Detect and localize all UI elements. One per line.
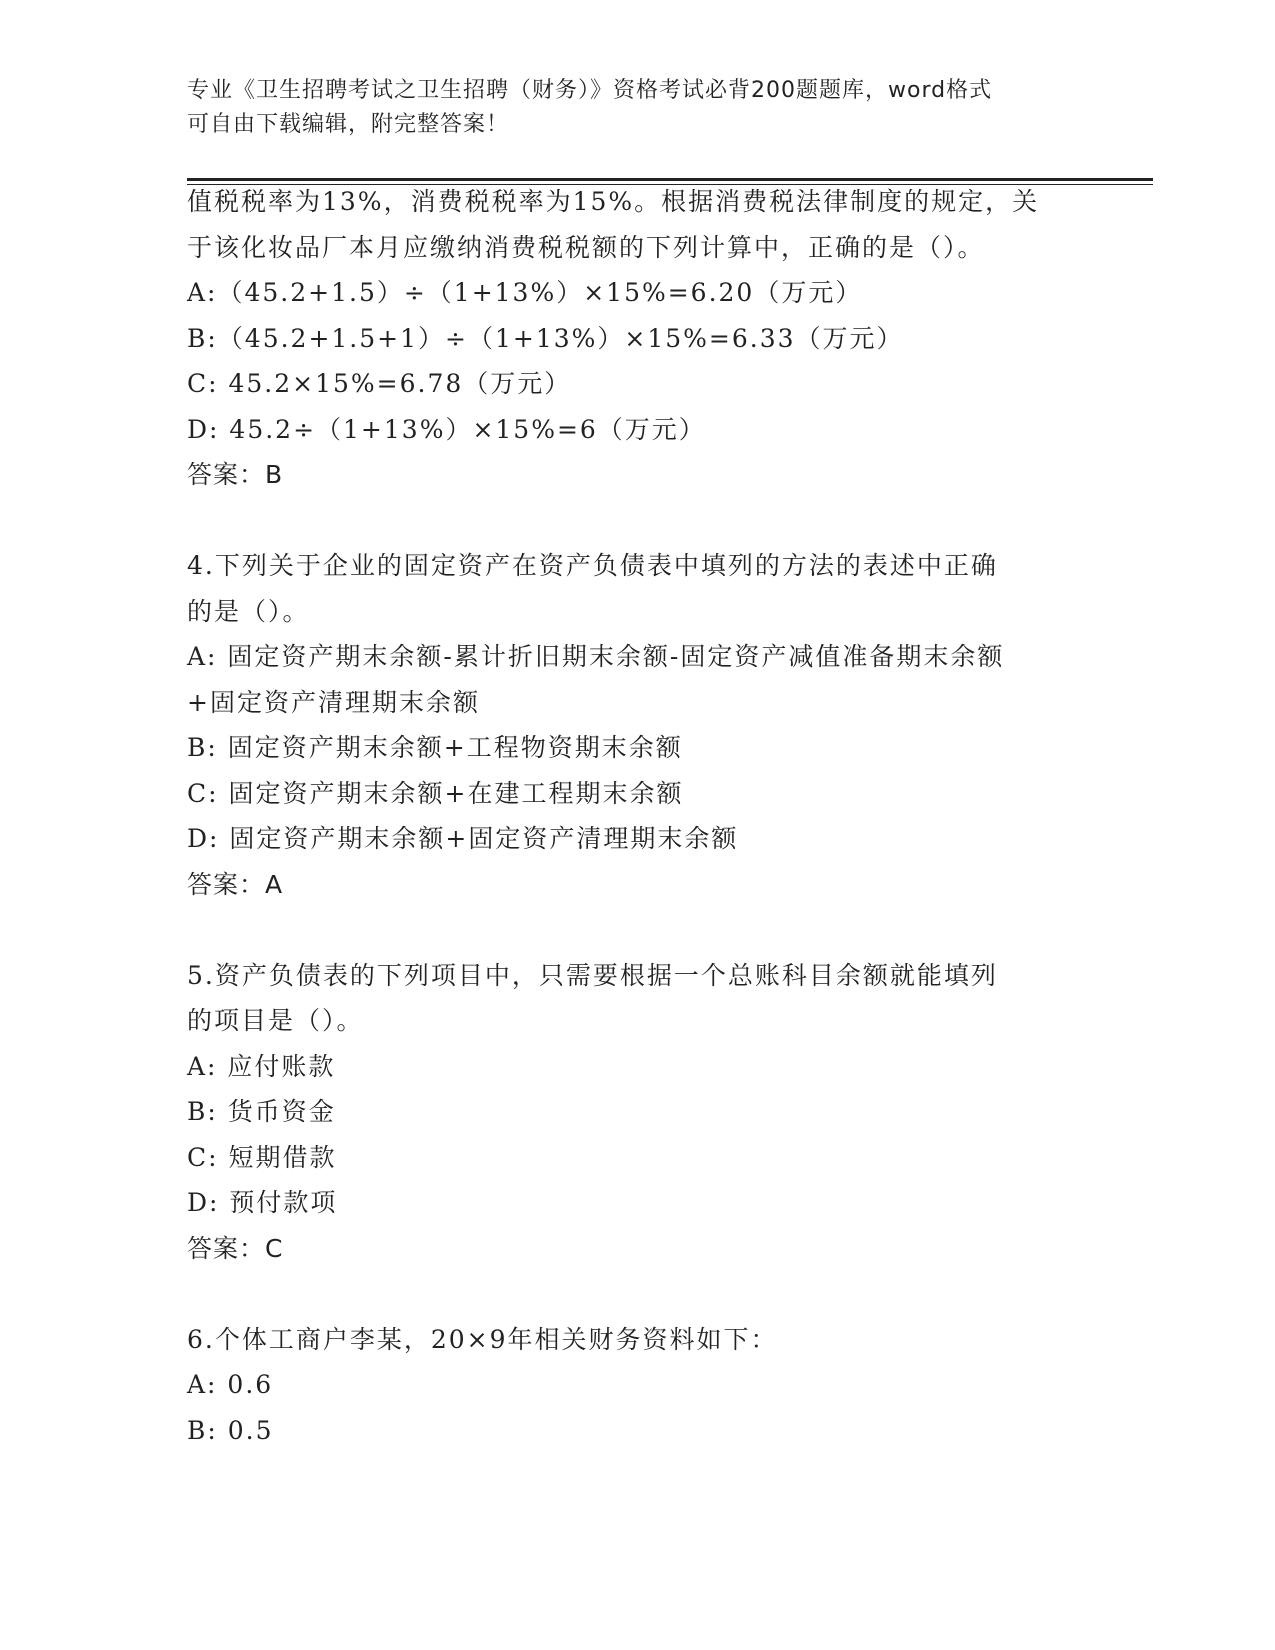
spacer bbox=[187, 907, 1087, 953]
question-list bbox=[187, 179, 1087, 1453]
question-4-answer: 答案：A bbox=[187, 869, 284, 899]
question-5-option-b: B: 货币资金 bbox=[187, 1097, 336, 1126]
question-6 bbox=[187, 1317, 1087, 1454]
question-3-stem-line-1: 值税税率为13%，消费税税率为15%。根据消费税法律制度的规定，关 bbox=[187, 187, 1040, 216]
question-3-option-a: A:（45.2+1.5）÷（1+13%）×15%=6.20（万元） bbox=[187, 278, 863, 307]
header-title-line-1: 专业《卫生招聘考试之卫生招聘（财务）》资格考试必背200题题库，word格式 bbox=[187, 78, 993, 103]
question-3-answer: 答案：B bbox=[187, 460, 284, 489]
question-4-option-a-line-2: +固定资产清理期末余额 bbox=[187, 687, 480, 717]
question-3-stem-line-2: 于该化妆品厂本月应缴纳消费税税额的下列计算中，正确的是（）。 bbox=[187, 232, 985, 262]
question-4-option-b: B: 固定资产期末余额+工程物资期末余额 bbox=[187, 733, 683, 762]
question-5 bbox=[187, 953, 1087, 1272]
question-4-stem-line-1: 4.下列关于企业的固定资产在资产负债表中填列的方法的表述中正确 bbox=[187, 551, 998, 580]
question-3 bbox=[187, 179, 1087, 498]
question-5-option-d: D: 预付款项 bbox=[187, 1188, 338, 1217]
question-5-stem-line-1: 5.资产负债表的下列项目中，只需要根据一个总账科目余额就能填列 bbox=[187, 960, 998, 990]
spacer bbox=[187, 498, 1087, 544]
question-5-option-a: A: 应付账款 bbox=[187, 1051, 336, 1081]
question-6-option-b: B: 0.5 bbox=[187, 1415, 274, 1445]
question-5-stem-line-2: 的项目是（）。 bbox=[187, 1006, 364, 1035]
document-header bbox=[187, 74, 1067, 142]
question-6-stem-line-1: 6.个体工商户李某，20×9年相关财务资料如下： bbox=[187, 1324, 778, 1354]
question-4-stem-line-2: 的是（）。 bbox=[187, 596, 310, 626]
question-3-option-d: D: 45.2÷（1+13%）×15%=6（万元） bbox=[187, 414, 706, 444]
question-6-option-a: A: 0.6 bbox=[187, 1370, 274, 1399]
spacer bbox=[187, 1271, 1087, 1317]
question-4-option-d: D: 固定资产期末余额+固定资产清理期末余额 bbox=[187, 824, 739, 853]
question-4 bbox=[187, 543, 1087, 907]
header-title-line-2: 可自由下载编辑，附完整答案！ bbox=[187, 112, 510, 137]
question-3-option-c: C: 45.2×15%=6.78（万元） bbox=[187, 369, 572, 398]
question-5-answer: 答案：C bbox=[187, 1233, 284, 1263]
question-3-option-b: B:（45.2+1.5+1）÷（1+13%）×15%=6.33（万元） bbox=[187, 323, 904, 353]
question-5-option-c: C: 短期借款 bbox=[187, 1142, 337, 1172]
question-4-option-c: C: 固定资产期末余额+在建工程期末余额 bbox=[187, 778, 684, 808]
question-4-option-a-line-1: A: 固定资产期末余额-累计折旧期末余额-固定资产减值准备期末余额 bbox=[187, 642, 1005, 671]
